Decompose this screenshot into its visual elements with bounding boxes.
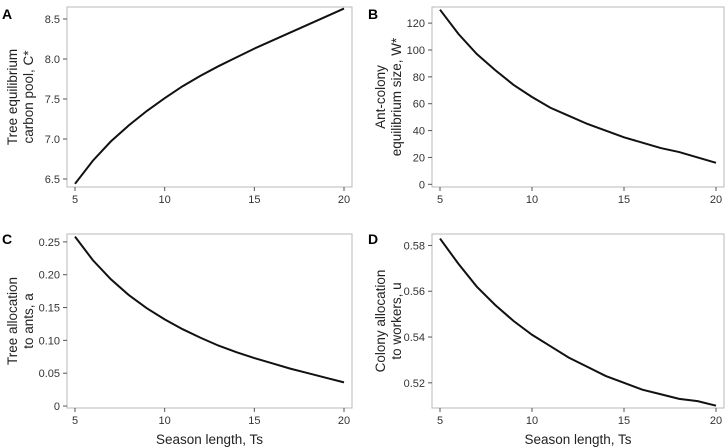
x-tick-label: 10 [525,194,539,206]
plot-frame [67,234,352,408]
panel-a [2,6,352,206]
y-tick-label: 120 [406,18,425,31]
y-tick-label: 0.05 [38,368,60,381]
x-tick-label: 10 [158,194,171,206]
y-tick-label: 7.0 [44,134,60,146]
x-tick-label: 15 [617,194,631,206]
series-line [440,239,716,406]
series-line [75,237,344,383]
y-axis-label [5,277,36,365]
y-tick-label: 0.58 [403,240,425,253]
plot-frame [432,7,724,187]
plot-frame [67,7,352,187]
y-tick-label: 8.0 [44,54,60,66]
y-tick-label: 0.15 [38,302,60,315]
y-tick-label: 0 [418,179,425,192]
x-tick-label: 5 [436,415,444,427]
panel-letter: D [368,231,379,247]
y-tick-label: 0 [53,401,60,414]
y-axis-label [373,270,404,373]
y-tick-label: 8.5 [44,14,60,26]
y-tick-label: 0.25 [38,236,60,249]
x-axis-label: Season length, Ts [524,432,632,447]
x-tick-label: 15 [248,194,261,206]
plot-frame [432,234,724,408]
x-tick-label: 20 [337,194,351,206]
y-axis-label [373,37,404,156]
panel-c [2,231,352,447]
x-tick-label: 15 [617,415,631,427]
y-tick-label: 0.10 [38,335,60,348]
y-tick-label: 0.56 [403,286,425,299]
x-tick-label: 15 [248,415,261,427]
x-tick-label: 5 [71,194,79,206]
y-axis-label-line: to ants, a [21,293,36,349]
series-line [440,10,716,163]
panel-d [368,231,724,447]
y-tick-label: 80 [412,71,425,84]
panel-letter: B [368,6,379,22]
y-tick-label: 0.52 [403,377,425,390]
y-axis-label-line: Tree allocation [5,276,20,366]
x-tick-label: 5 [436,194,444,206]
panel-letter: A [2,6,13,22]
x-tick-label: 20 [709,194,723,206]
y-tick-label: 6.5 [44,174,60,186]
x-tick-label: 20 [709,415,723,427]
y-tick-label: 0.20 [38,269,60,282]
y-axis-label-line: carbon pool, C* [21,50,36,144]
y-axis-label-line: Ant-colony [373,65,388,129]
x-axis-label: Season length, Ts [155,432,264,447]
y-axis-label-line: to workers, u [389,282,404,360]
y-axis-label-line: Tree equilibrium [5,48,20,146]
y-tick-label: 40 [412,125,425,138]
panel-letter: C [2,231,13,247]
y-tick-label: 20 [412,152,425,165]
y-axis-label-line: Colony allocation [373,269,388,373]
y-tick-label: 100 [406,44,425,57]
x-tick-label: 20 [337,415,351,427]
x-tick-label: 5 [71,415,79,427]
y-axis-label-line: equilibrium size, W* [389,37,404,157]
y-axis-label [5,49,36,145]
y-tick-label: 60 [412,98,425,111]
y-tick-label: 7.5 [44,94,60,106]
y-tick-label: 0.54 [403,332,425,345]
panel-b [368,6,724,206]
series-line [75,9,344,184]
x-tick-label: 10 [525,415,539,427]
x-tick-label: 10 [158,415,171,427]
